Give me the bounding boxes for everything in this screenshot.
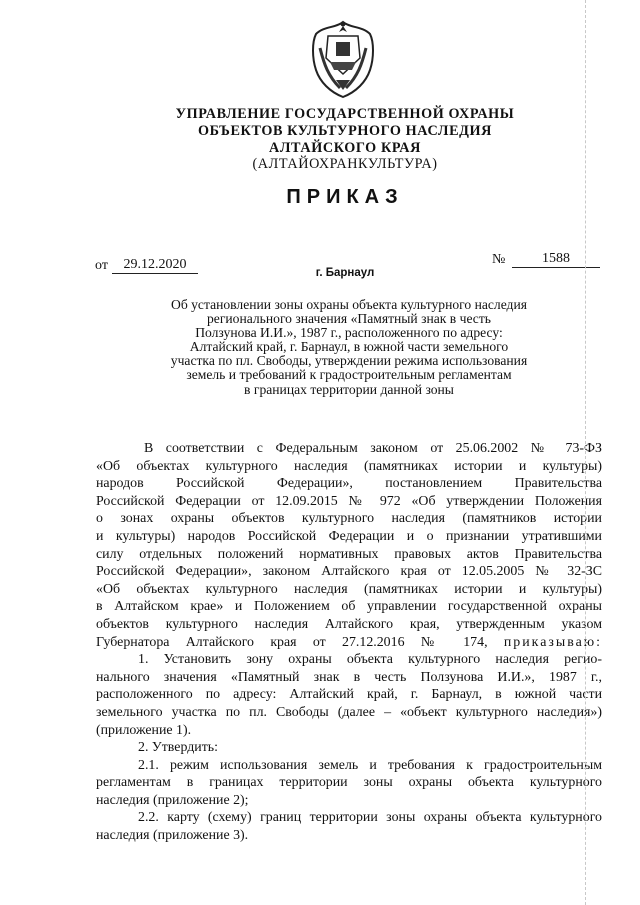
body-line: объектов культурного наследия Алтайского края, утвержденным указом	[96, 616, 602, 632]
scan-margin-line	[585, 0, 587, 905]
body-line: В соответствии с Федеральным законом от 25.06.2002 № 73-ФЗ	[144, 441, 602, 456]
body-line-text: Губернатора Алтайского края от 27.12.2016 № 174,	[96, 634, 488, 650]
title-line: участка по пл. Свободы, утверждении режима использования	[170, 353, 528, 369]
order-word: приказываю:	[503, 634, 602, 650]
body-line: «Об объектах культурного наследия (памятниках истории и культуры)	[96, 458, 602, 474]
body-line: земельного участка по пл. Свободы (далее – «объект культурного наследия»)	[96, 704, 602, 720]
body-line: силу отдельных положений нормативных правовых актов Правительства	[96, 546, 602, 562]
body-line: «Об объектах культурного наследия (памятниках истории и культуры)	[96, 581, 602, 597]
coat-of-arms-emblem	[306, 18, 380, 100]
body-line: и культуры) народов Российской Федерации и о признании утратившими	[96, 528, 602, 544]
title-line: Ползунова И.И.», 1987 г., расположенного по адресу:	[195, 325, 503, 341]
body-line: 2.2. карту (схему) границ территории зоны охраны объекта культурного	[138, 810, 602, 826]
order-number: 1588	[512, 250, 600, 268]
body-line: регламентам в границах территории зоны охраны объекта культурного	[96, 775, 602, 791]
body-line: Российской Федерации», законом Алтайского края от 12.05.2005 № 32-ЗС	[96, 564, 602, 580]
body-line: 2.1. режим использования земель и требования к градостроительным	[138, 757, 602, 773]
org-name-line-3: АЛТАЙСКОГО КРАЯ	[269, 140, 421, 156]
city-name: г. Барнаул	[315, 267, 375, 279]
body-line: наследия (приложение 2);	[96, 792, 249, 808]
doc-type-heading: ПРИКАЗ	[286, 186, 404, 208]
body-line: расположенного по адресу: Алтайский край, г. Барнаул, в южной части	[96, 687, 602, 703]
body-line: в Алтайском крае» и Положением об управлении государственной охраны	[96, 599, 602, 615]
body-line-with-order-word	[96, 634, 602, 652]
title-line: Об установлении зоны охраны объекта культурного наследия	[171, 297, 527, 312]
body-line: о зонах охраны объектов культурного наследия (памятников истории	[96, 511, 602, 527]
body-line: 1. Установить зону охраны объекта культурного наследия регио-	[138, 652, 602, 668]
date-prefix: от	[95, 258, 108, 273]
title-line: земель и требований к градостроительным регламентам	[186, 367, 512, 383]
org-name-line-1: УПРАВЛЕНИЕ ГОСУДАРСТВЕННОЙ ОХРАНЫ	[175, 106, 515, 122]
body-line: наследия (приложение 3).	[96, 828, 249, 844]
title-line: Алтайский край, г. Барнаул, в южной части земельного	[189, 339, 509, 355]
order-body	[96, 440, 602, 845]
org-short-name: (АЛТАЙОХРАНКУЛЬТУРА)	[252, 156, 438, 172]
body-line: нального значения «Памятный знак в честь Ползунова И.И.», 1987 г.,	[96, 669, 602, 685]
title-line: в границах территории данной зоны	[244, 381, 454, 397]
title-line: регионального значения «Памятный знак в честь	[206, 311, 491, 327]
body-line: Российской Федерации от 12.09.2015 № 972 «Об утверждении Положения	[96, 493, 602, 509]
number-prefix: №	[492, 252, 506, 267]
body-line: народов Российской Федерации», постановлением Правительства	[96, 476, 602, 492]
order-date: 29.12.2020	[112, 256, 198, 274]
org-name-line-2: ОБЪЕКТОВ КУЛЬТУРНОГО НАСЛЕДИЯ	[197, 123, 493, 139]
order-title	[108, 298, 590, 397]
body-line: 2. Утвердить:	[138, 740, 218, 756]
body-line: (приложение 1).	[96, 722, 192, 738]
